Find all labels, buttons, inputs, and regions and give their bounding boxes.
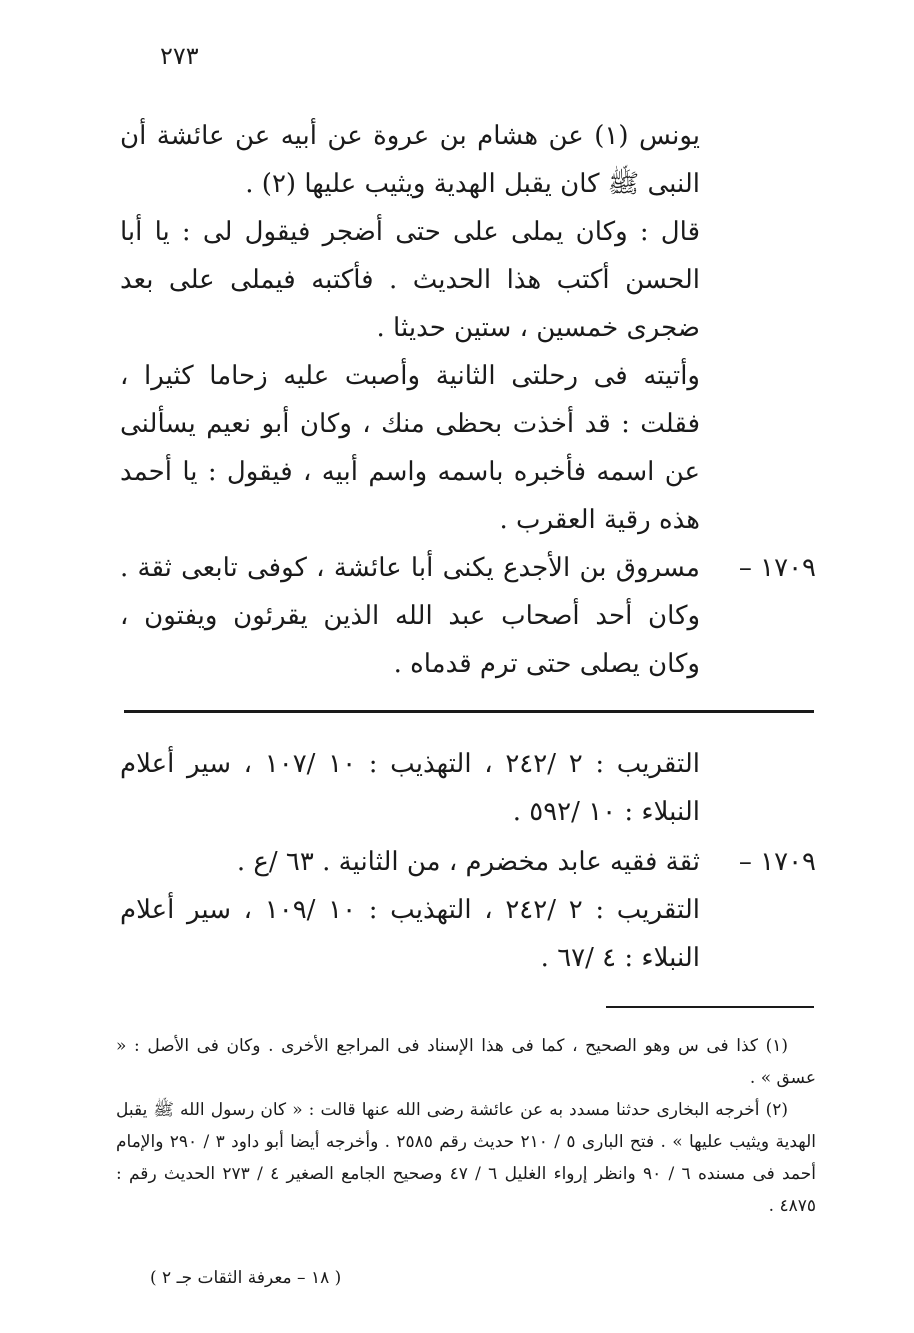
page-number: ٢٧٣ [160, 42, 199, 70]
footnote: (٢) أخرجه البخارى حدثنا مسدد به عن عائشة رضى الله عنها قالت : « كان رسول الله ﷺ يقبل الهدية ويثيب عليها » . فتح البارى ٥ / ٢١٠ حديث رقم ٢٥٨٥ . وأخرجه أيضا أبو داود ٣ / ٢٩٠ والإمام أحمد فى مسنده ٦ / ٩٠ وانظر إرواء الغليل ٦ / ٤٧ وصحيح الجامع الصغير ٤ / ٢٧٣ الحديث رقم : ٤٨٧٥ . [116, 1100, 817, 1216]
reference-line: التقريب : ٢ /٢٤٢ ، التهذيب : ١٠ /١٠٩ ، سير أعلام النبلاء : ٤ /٦٧ . [120, 895, 701, 973]
paragraph: وأتيته فى رحلتى الثانية وأصبت عليه زحاما كثيرا ، فقلت : قد أخذت بحظى منك ، وكان أبو نعيم يسألنى عن اسمه فأخبره باسمه واسم أبيه ، فيقول : يا أحمد هذه رقية العقرب . [120, 361, 700, 535]
paragraph: يونس (١) عن هشام بن عروة عن أبيه عن عائشة أن النبى ﷺ كان يقبل الهدية ويثيب عليها (٢) . [120, 121, 700, 199]
biography-entry [120, 544, 816, 688]
reference-line: التقريب : ٢ /٢٤٢ ، التهذيب : ١٠ /١٠٧ ، سير أعلام النبلاء : ١٠ /٥٩٢ . [120, 749, 701, 827]
section-divider [124, 710, 814, 713]
main-text [120, 112, 816, 688]
footnote-divider [606, 1006, 814, 1008]
references-section [120, 740, 816, 982]
entry-number: ١٧٠٩ – [738, 847, 816, 877]
entry-number: ١٧٠٩ – [738, 553, 816, 583]
reference-entry [120, 838, 816, 886]
page-footer: ( ١٨ – معرفة الثقات جـ ٢ ) [150, 1268, 342, 1288]
paragraph: قال : وكان يملى على حتى أضجر فيقول لى : يا أبا الحسن أكتب هذا الحديث . فأكتبه فيملى على بعد ضجرى خمسين ، ستين حديثا . [120, 217, 700, 343]
footnotes [116, 1030, 816, 1222]
entry-text: ثقة فقيه عابد مخضرم ، من الثانية . ٦٣ /ع . [236, 847, 700, 877]
footnote: (١) كذا فى س وهو الصحيح ، كما فى هذا الإسناد فى المراجع الأخرى . وكان فى الأصل : « عسق » . [116, 1036, 816, 1088]
entry-text: مسروق بن الأجدع يكنى أبا عائشة ، كوفى تابعى ثقة . وكان أحد أصحاب عبد الله الذين يقرئون ويفتون ، وكان يصلى حتى ترم قدماه . [120, 553, 700, 679]
